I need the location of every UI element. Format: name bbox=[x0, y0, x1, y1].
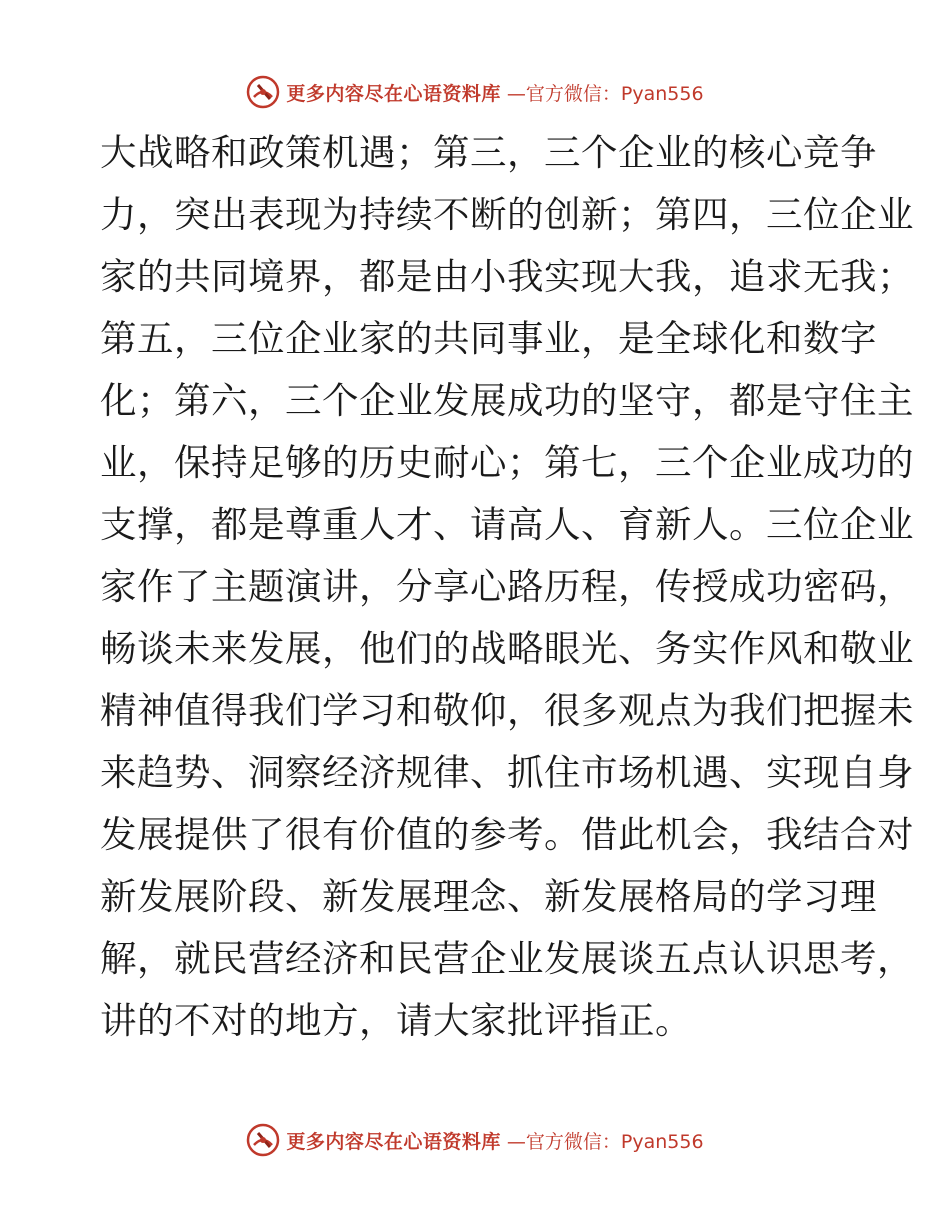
body-line: 大战略和政策机遇；第三，三个企业的核心竞争 bbox=[100, 131, 877, 174]
body-line: 畅谈未来发展，他们的战略眼光、务实作风和敬业 bbox=[100, 627, 914, 670]
watermark-suffix: —官方微信：Pyan556 bbox=[506, 82, 704, 105]
body-line: 解，就民营经济和民营企业发展谈五点认识思考， bbox=[100, 937, 914, 980]
watermark-brand: 更多内容尽在心语资料库 bbox=[286, 1130, 501, 1153]
body-line: 发展提供了很有价值的参考。借此机会，我结合对 bbox=[100, 813, 914, 856]
body-line: 家的共同境界，都是由小我实现大我，追求无我； bbox=[100, 255, 914, 298]
book-pen-logo-icon bbox=[246, 1123, 280, 1157]
watermark-brand: 更多内容尽在心语资料库 bbox=[286, 82, 501, 105]
watermark-suffix: —官方微信：Pyan556 bbox=[506, 1130, 704, 1153]
body-line: 支撑，都是尊重人才、请高人、育新人。三位企业 bbox=[100, 503, 914, 546]
body-line: 新发展阶段、新发展理念、新发展格局的学习理 bbox=[100, 875, 877, 918]
footer-watermark bbox=[0, 1120, 950, 1160]
body-line: 第五，三位企业家的共同事业，是全球化和数字 bbox=[100, 317, 877, 360]
body-line: 力，突出表现为持续不断的创新；第四，三位企业 bbox=[100, 193, 914, 236]
body-line: 精神值得我们学习和敬仰，很多观点为我们把握未 bbox=[100, 689, 914, 732]
body-line: 业，保持足够的历史耐心；第七，三个企业成功的 bbox=[100, 441, 914, 484]
body-line: 讲的不对的地方，请大家批评指正。 bbox=[100, 999, 692, 1042]
header-watermark bbox=[0, 72, 950, 112]
body-line: 来趋势、洞察经济规律、抓住市场机遇、实现自身 bbox=[100, 751, 914, 794]
document-body bbox=[100, 122, 914, 1052]
body-line: 家作了主题演讲，分享心路历程，传授成功密码， bbox=[100, 565, 914, 608]
body-line: 化；第六，三个企业发展成功的坚守，都是守住主 bbox=[100, 379, 914, 422]
book-pen-logo-icon bbox=[246, 75, 280, 109]
